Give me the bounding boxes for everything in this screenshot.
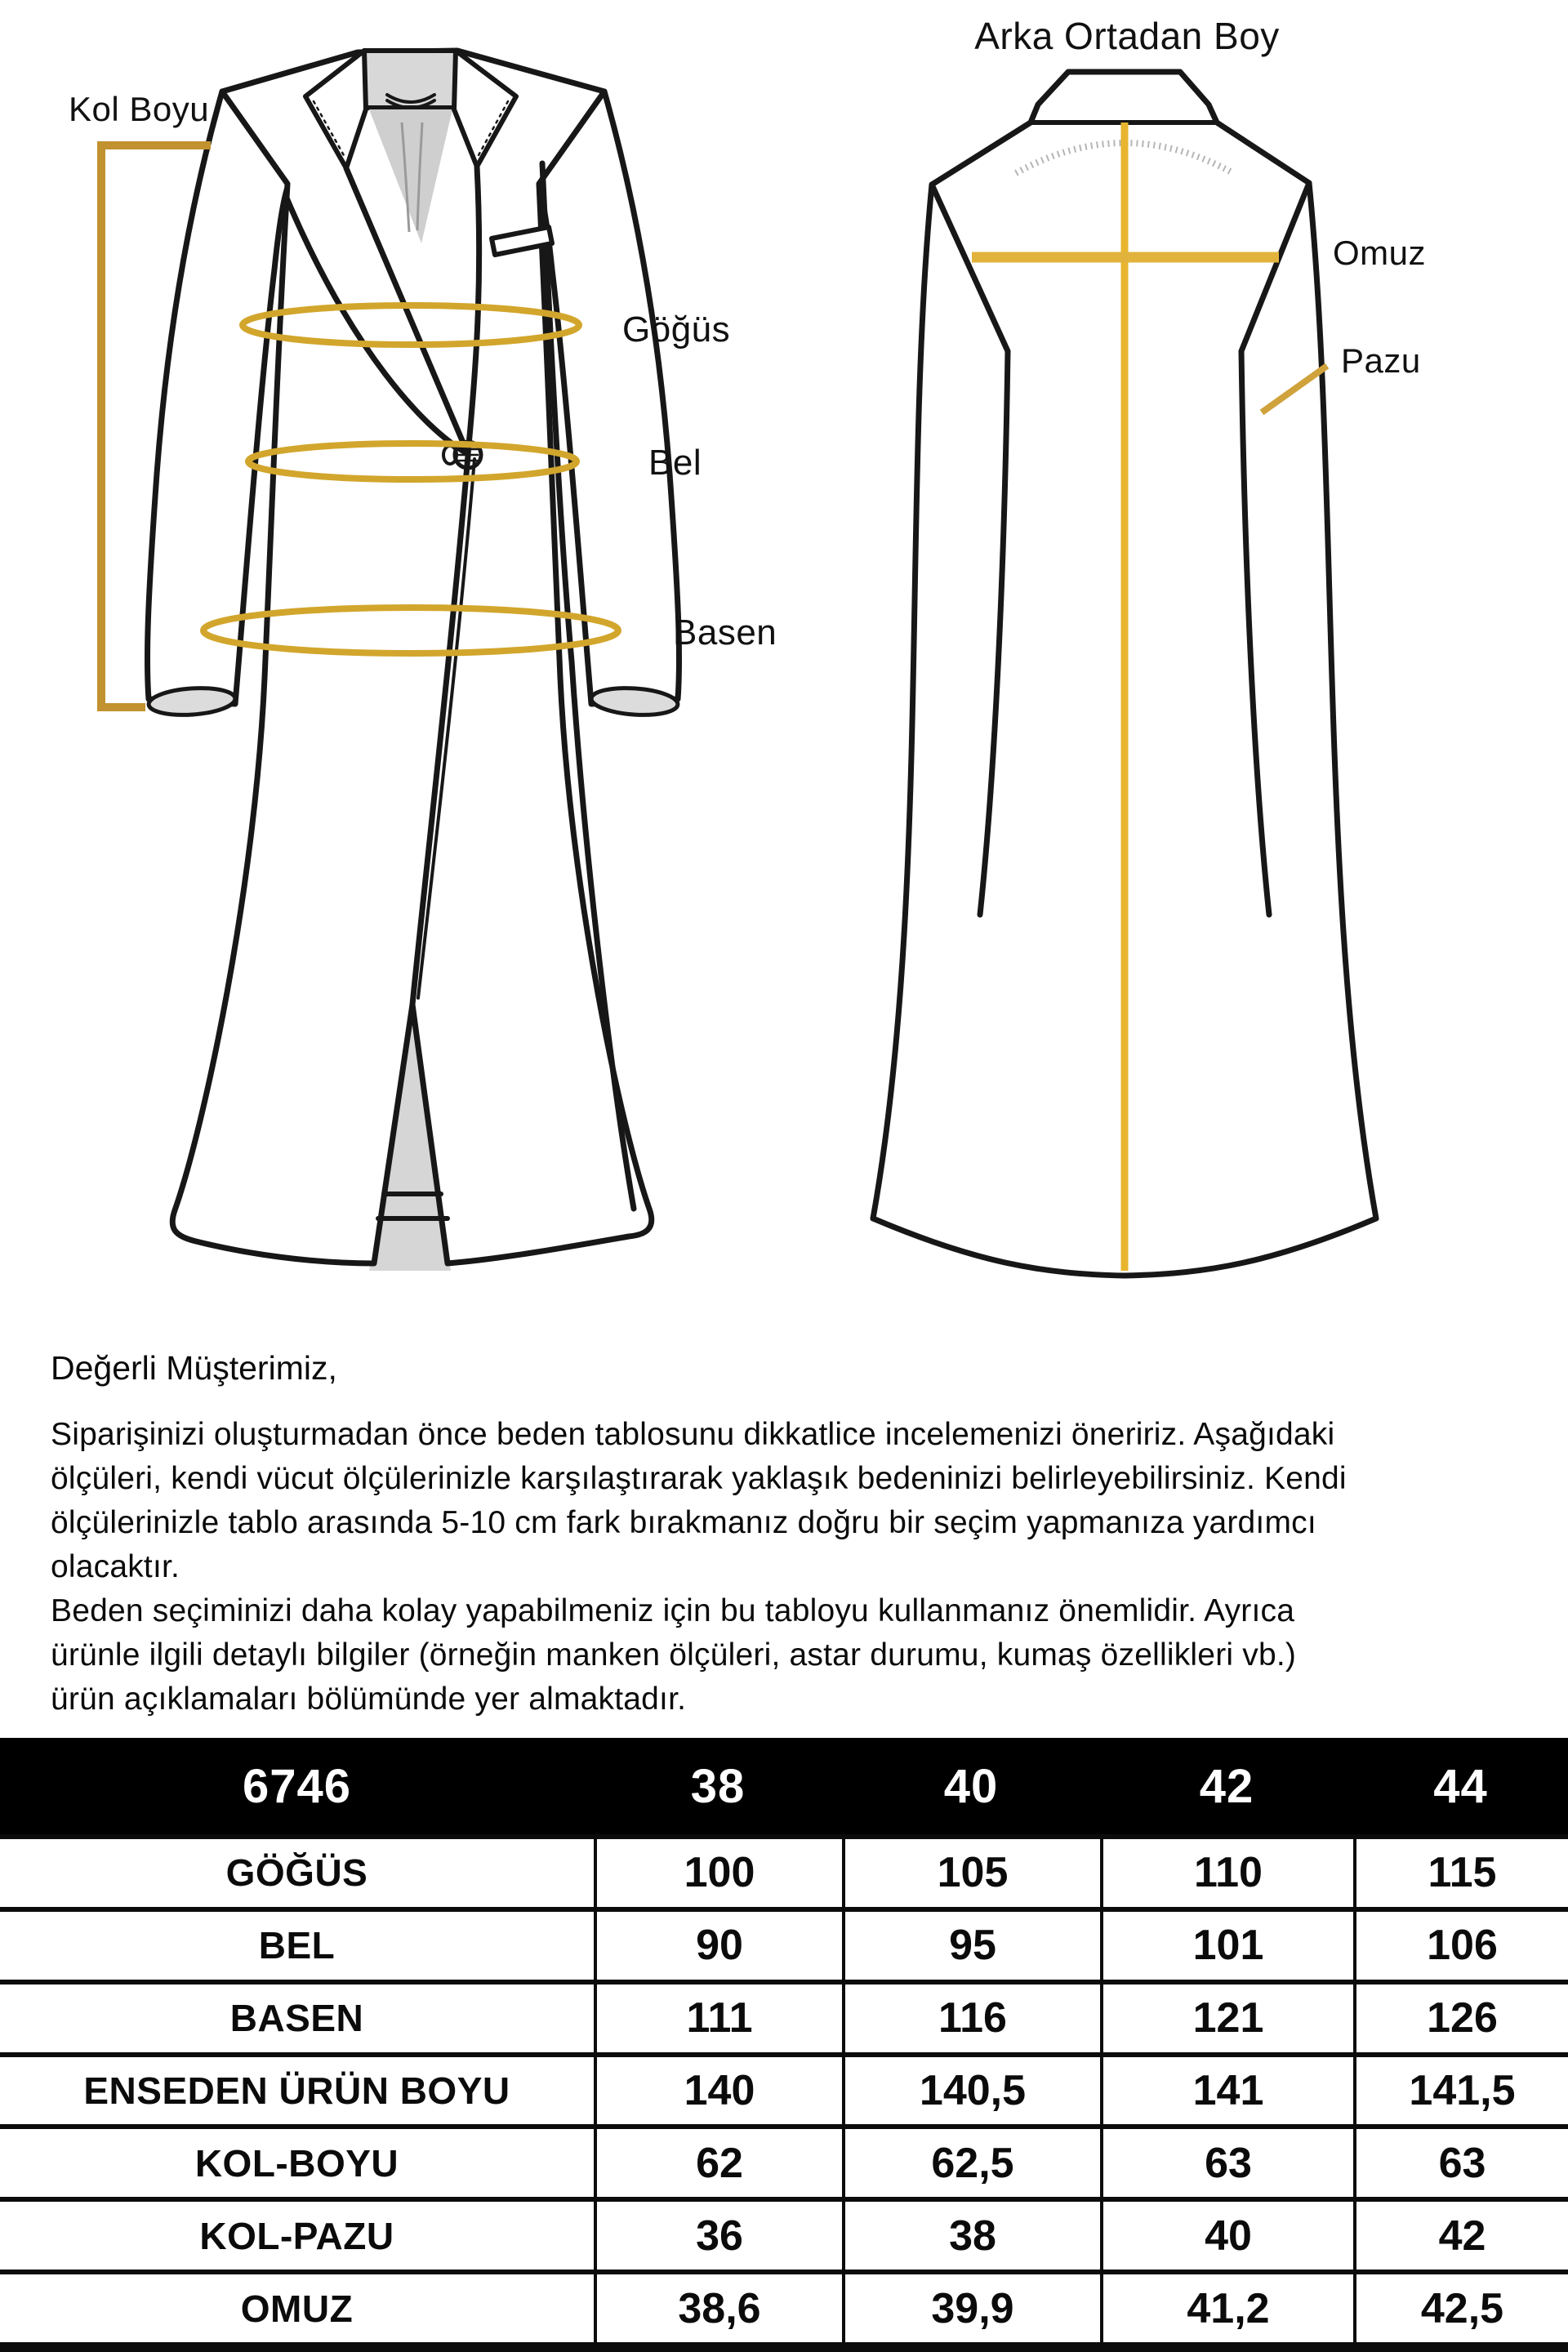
cell-value: 39,9 bbox=[842, 2274, 1100, 2342]
row-label: OMUZ bbox=[240, 2287, 354, 2330]
cell-value: 100 bbox=[594, 1839, 842, 1907]
pazu-label: Pazu bbox=[1341, 341, 1421, 380]
table-row-bel bbox=[0, 1907, 1568, 1980]
info-text-line: ölçülerinizle tablo arasında 5-10 cm fark bırakmanız doğru bir seçim yapmanıza yardımcı bbox=[51, 1505, 1316, 1540]
table-row-gogus bbox=[0, 1834, 1568, 1907]
cell-value: 106 bbox=[1353, 1912, 1568, 1980]
cell-value: 36 bbox=[594, 2202, 842, 2270]
cell-value: 126 bbox=[1353, 1984, 1568, 2052]
info-text-line: olacaktır. bbox=[51, 1549, 180, 1584]
cell-value: 116 bbox=[842, 1984, 1100, 2052]
cell-value: 62 bbox=[594, 2129, 842, 2197]
greeting-line: Değerli Müşterimiz, bbox=[51, 1349, 337, 1387]
cell-value: 62,5 bbox=[842, 2129, 1100, 2197]
customer-info-text bbox=[51, 1348, 1529, 1722]
size-column-header: 44 bbox=[1433, 1759, 1488, 1813]
row-label: ENSEDEN ÜRÜN BOYU bbox=[83, 2069, 510, 2112]
cell-value: 115 bbox=[1353, 1839, 1568, 1907]
cell-value: 140,5 bbox=[842, 2057, 1100, 2125]
table-row-kol-boyu bbox=[0, 2124, 1568, 2197]
front-collar-stand bbox=[363, 51, 457, 108]
bel-label: Bel bbox=[648, 443, 702, 483]
size-column-header: 42 bbox=[1199, 1759, 1254, 1813]
front-coat-drawing bbox=[101, 51, 679, 1271]
back-coat-drawing bbox=[873, 72, 1376, 1276]
basen-label: Basen bbox=[673, 612, 777, 653]
cell-value: 105 bbox=[842, 1839, 1100, 1907]
model-code: 6746 bbox=[242, 1759, 352, 1813]
gogus-label: Göğüs bbox=[622, 310, 731, 350]
cell-value: 40 bbox=[1100, 2202, 1353, 2270]
size-table bbox=[0, 1738, 1568, 2352]
row-label: BASEN bbox=[229, 1997, 364, 2040]
cell-value: 38 bbox=[842, 2202, 1100, 2270]
cell-value: 111 bbox=[594, 1984, 842, 2052]
size-column-header: 40 bbox=[943, 1759, 999, 1813]
info-text-line: ürünle ilgili detaylı bilgiler (örneğin manken ölçüleri, astar durumu, kumaş özellikleri vb.) bbox=[51, 1637, 1297, 1673]
cell-value: 110 bbox=[1100, 1839, 1353, 1907]
cell-value: 42,5 bbox=[1353, 2274, 1568, 2342]
table-row-kol-pazu bbox=[0, 2197, 1568, 2270]
info-text-line: ürün açıklamaları bölümünde yer almaktadır. bbox=[51, 1682, 687, 1717]
cell-value: 41,2 bbox=[1100, 2274, 1353, 2342]
table-row-basen bbox=[0, 1980, 1568, 2052]
size-table-header-row bbox=[0, 1738, 1568, 1834]
cell-value: 141,5 bbox=[1353, 2057, 1568, 2125]
row-label: GÖĞÜS bbox=[225, 1851, 368, 1895]
cell-value: 101 bbox=[1100, 1912, 1353, 1980]
row-label: BEL bbox=[258, 1924, 336, 1967]
info-text-line: Siparişinizi oluşturmadan önce beden tablosunu dikkatlice incelemenizi öneririz. Aşağıdaki bbox=[51, 1417, 1335, 1452]
size-column-header: 38 bbox=[690, 1759, 746, 1813]
cell-value: 63 bbox=[1100, 2129, 1353, 2197]
cell-value: 121 bbox=[1100, 1984, 1353, 2052]
table-row-enseden-urun-boyu bbox=[0, 2052, 1568, 2125]
info-text-line: Beden seçiminizi daha kolay yapabilmeniz için bu tabloyu kullanmanız önemlidir. Ayrıca bbox=[51, 1593, 1295, 1628]
info-text-line: ölçüleri, kendi vücut ölçülerinizle karşılaştırarak yaklaşık bedeninizi belirleyebilirsiniz. Kendi bbox=[51, 1461, 1347, 1496]
arka-ortadan-boy-title: Arka Ortadan Boy bbox=[974, 15, 1280, 57]
cell-value: 90 bbox=[594, 1912, 842, 1980]
cell-value: 63 bbox=[1353, 2129, 1568, 2197]
cell-value: 38,6 bbox=[594, 2274, 842, 2342]
row-label: KOL-BOYU bbox=[194, 2141, 399, 2185]
cell-value: 140 bbox=[594, 2057, 842, 2125]
omuz-label: Omuz bbox=[1333, 234, 1427, 272]
table-row-omuz bbox=[0, 2270, 1568, 2342]
cell-value: 95 bbox=[842, 1912, 1100, 1980]
kol-boyu-label: Kol Boyu bbox=[69, 90, 210, 128]
cell-value: 141 bbox=[1100, 2057, 1353, 2125]
row-label: KOL-PAZU bbox=[199, 2214, 394, 2257]
cell-value: 42 bbox=[1353, 2202, 1568, 2270]
